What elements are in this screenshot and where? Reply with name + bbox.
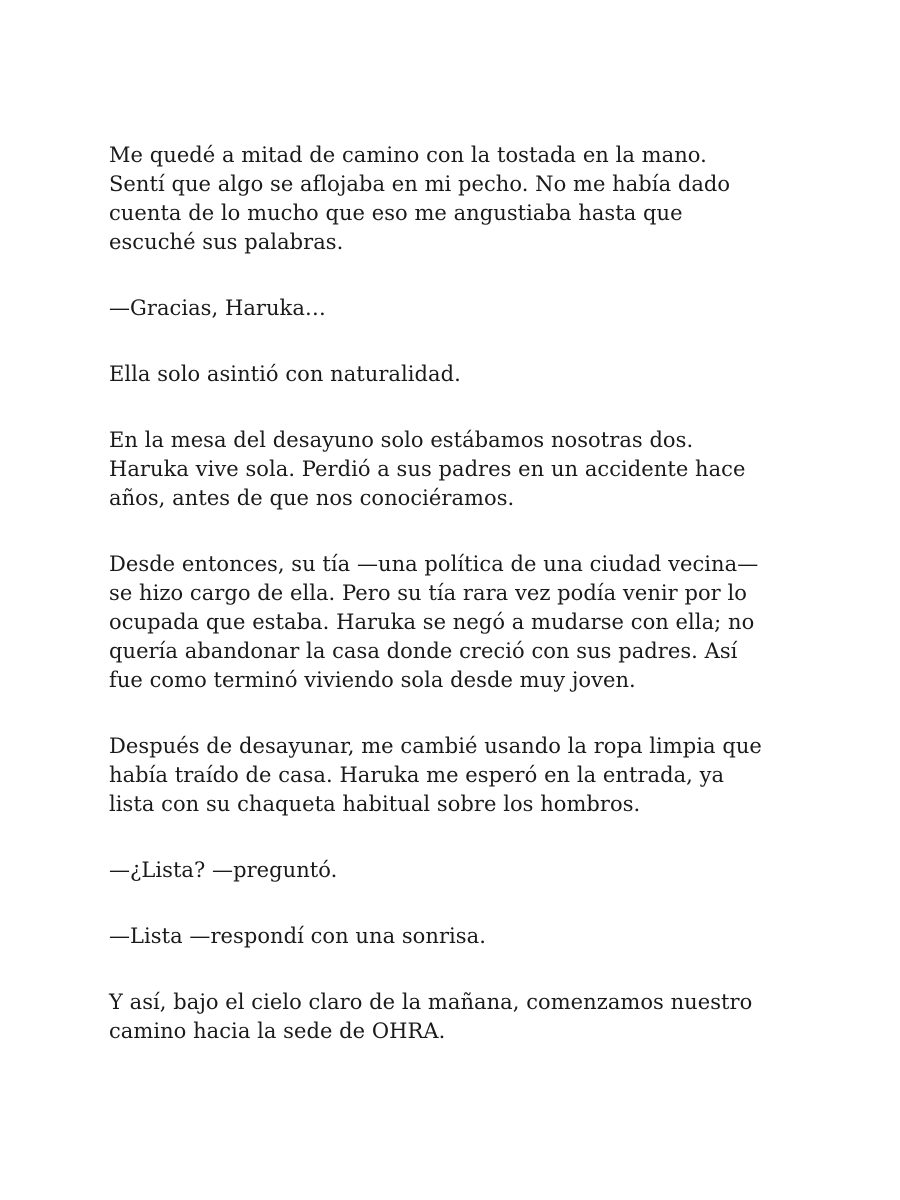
paragraph-9: Y así, bajo el cielo claro de la mañana, comenzamos nuestro camino hacia la sede de OHRA. [109, 990, 753, 1043]
paragraph-7: —¿Lista? —preguntó. [109, 858, 338, 882]
paragraph-4: En la mesa del desayuno solo estábamos nosotras dos. Haruka vive sola. Perdió a sus padres en un accidente hace años, antes de que nos conociéramos. [109, 428, 746, 510]
text-body [109, 141, 799, 1046]
paragraph-2: —Gracias, Haruka… [109, 296, 326, 320]
paragraph-8: —Lista —respondí con una sonrisa. [109, 924, 486, 948]
paragraph-3: Ella solo asintió con naturalidad. [109, 362, 461, 386]
paragraph-1: Me quedé a mitad de camino con la tostada en la mano. Sentí que algo se aflojaba en mi pecho. No me había dado cuenta de lo mucho que eso me angustiaba hasta que escuché sus palabras. [109, 143, 731, 254]
paragraph-5: Desde entonces, su tía —una política de una ciudad vecina— se hizo cargo de ella. Pero su tía rara vez podía venir por lo ocupada que estaba. Haruka se negó a mudarse con ella; no quería abandonar la casa donde creció con sus padres. Así fue como terminó viviendo sola desde muy joven. [109, 552, 759, 692]
paragraph-6: Después de desayunar, me cambié usando la ropa limpia que había traído de casa. Haruka me esperó en la entrada, ya lista con su chaqueta habitual sobre los hombros. [109, 734, 762, 816]
